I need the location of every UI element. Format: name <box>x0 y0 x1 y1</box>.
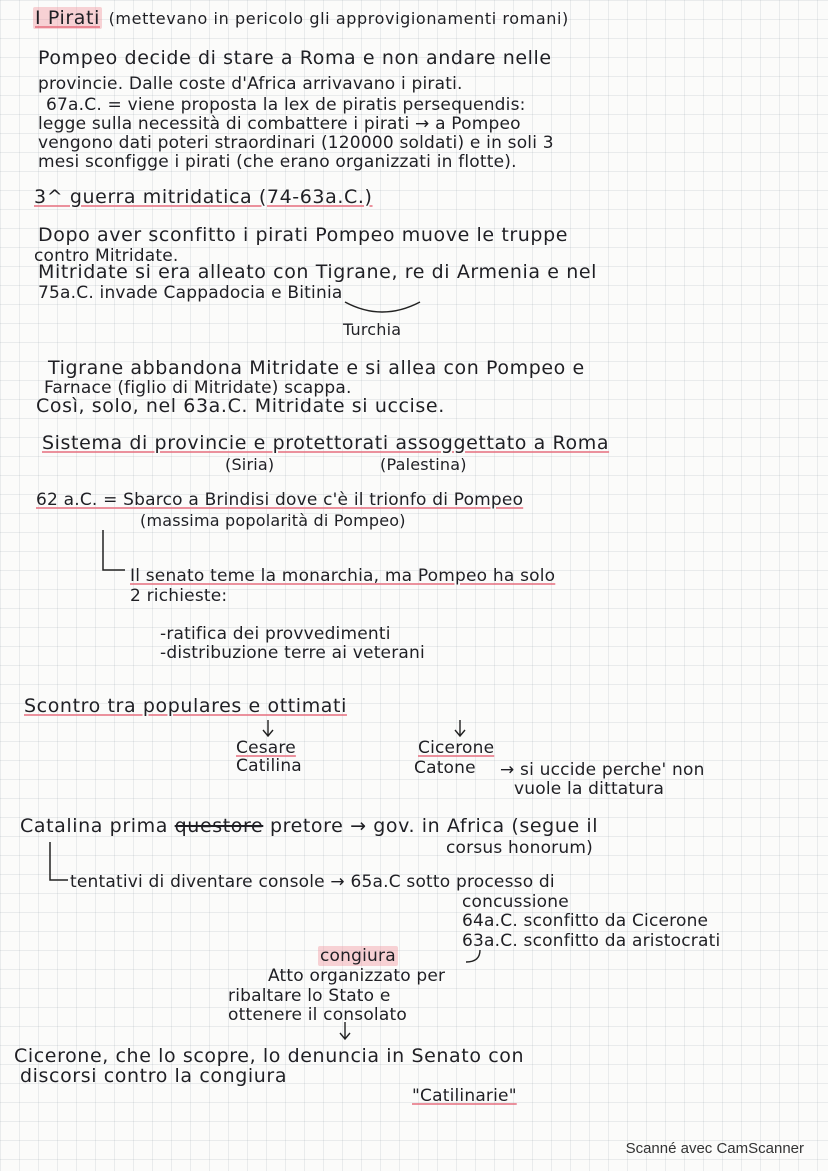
catone-note-1: → si uccide perche' non <box>500 760 705 780</box>
p3-line-2: Farnace (figlio di Mitridate) scappa. <box>44 378 352 398</box>
title-heading: I Pirati <box>35 7 100 29</box>
turchia-label: Turchia <box>343 320 402 339</box>
catalina-rest: pretore → gov. in Africa (segue il <box>269 815 599 837</box>
mitridatica-heading-text: 3^ guerra mitridatica (74-63a.C.) <box>34 186 373 208</box>
senato-text: Il senato teme la monarchia, ma Pompeo ha solo <box>130 566 556 586</box>
popolarita-line: (massima popolarità di Pompeo) <box>140 511 406 530</box>
richiesta-1: -ratifica dei provvedimenti <box>160 624 391 644</box>
p2-line-1: Dopo aver sconfitto i pirati Pompeo muove le truppe <box>38 224 569 246</box>
concussione-line: concussione <box>462 892 569 912</box>
p1-line-6: mesi sconfigge i pirati (che erano organizzati in flotte). <box>38 152 517 172</box>
questore-struck: questore <box>174 815 264 837</box>
catalina-prima: Catalina prima <box>20 815 168 837</box>
siria-label: (Siria) <box>225 455 275 474</box>
ottimati-cicerone: Cicerone <box>418 738 495 758</box>
ottimati-1 <box>418 738 494 758</box>
cicerone-line-1: Cicerone, che lo scopre, lo denuncia in Senato con <box>14 1045 525 1067</box>
populares-1 <box>236 738 296 758</box>
congiura-def-3: ottenere il consolato <box>228 1005 407 1025</box>
section-heading-mitridatica <box>34 187 373 207</box>
senato-line-1 <box>130 566 555 586</box>
sconfitto-1: 64a.C. sconfitto da Cicerone <box>462 911 709 931</box>
congiura-def-2: ribaltare lo Stato e <box>228 986 391 1006</box>
p1-line-3: 67a.C. = viene proposta la lex de piratis persequendis: <box>46 95 526 115</box>
p2-line-4: 75a.C. invade Cappadocia e Bitinia <box>38 283 343 303</box>
senato-line-2: 2 richieste: <box>130 586 228 606</box>
sistema-line <box>42 433 609 453</box>
scontro-line <box>24 696 347 716</box>
p2-line-3: Mitridate si era alleato con Tigrane, re di Armenia e nel <box>38 261 598 283</box>
p3-line-3: Così, solo, nel 63a.C. Mitridate si uccise. <box>36 395 445 417</box>
corsus-line: corsus honorum) <box>446 838 593 858</box>
title-subtitle: (mettevano in pericolo gli approvigionamenti romani) <box>108 9 569 28</box>
p1-line-5: vengono dati poteri straordinari (120000 soldati) e in soli 3 <box>38 133 554 153</box>
cicerone-line-2: discorsi contro la congiura <box>20 1065 288 1087</box>
richiesta-2: -distribuzione terre ai veterani <box>160 643 425 663</box>
congiura-line <box>318 946 398 966</box>
congiura-def-1: Atto organizzato per <box>268 966 446 986</box>
sbarco-text: 62 a.C. = Sbarco a Brindisi dove c'è il trionfo di Pompeo <box>36 490 524 510</box>
sconfitto-2: 63a.C. sconfitto da aristocrati <box>462 931 721 951</box>
catalina-line <box>20 816 598 836</box>
congiura-highlight: congiura <box>320 946 396 966</box>
p1-line-1: Pompeo decide di stare a Roma e non andare nelle <box>38 47 552 69</box>
title-line <box>33 8 569 29</box>
populares-cesare: Cesare <box>236 738 296 758</box>
catilinarie-label <box>412 1086 517 1106</box>
p3-line-1: Tigrane abbandona Mitridate e si allea con Pompeo e <box>48 357 585 379</box>
sistema-text: Sistema di provincie e protettorati assoggettato a Roma <box>42 432 610 454</box>
populares-2: Catilina <box>236 756 302 776</box>
ottimati-2: Catone <box>414 758 476 778</box>
p1-line-2: provincie. Dalle coste d'Africa arrivavano i pirati. <box>38 74 463 94</box>
catone-note-2: vuole la dittatura <box>514 779 665 799</box>
tentativi-line: tentativi di diventare console → 65a.C sotto processo di <box>70 872 555 892</box>
p1-line-4: legge sulla necessità di combattere i pirati → a Pompeo <box>38 114 521 134</box>
p2-line-2: contro Mitridate. <box>34 246 179 266</box>
scontro-text: Scontro tra populares e ottimati <box>24 695 347 717</box>
sbarco-line <box>36 490 523 510</box>
palestina-label: (Palestina) <box>380 455 467 474</box>
catilinarie-text: "Catilinarie" <box>412 1086 517 1106</box>
scanner-watermark: Scanné avec CamScanner <box>625 1140 804 1157</box>
